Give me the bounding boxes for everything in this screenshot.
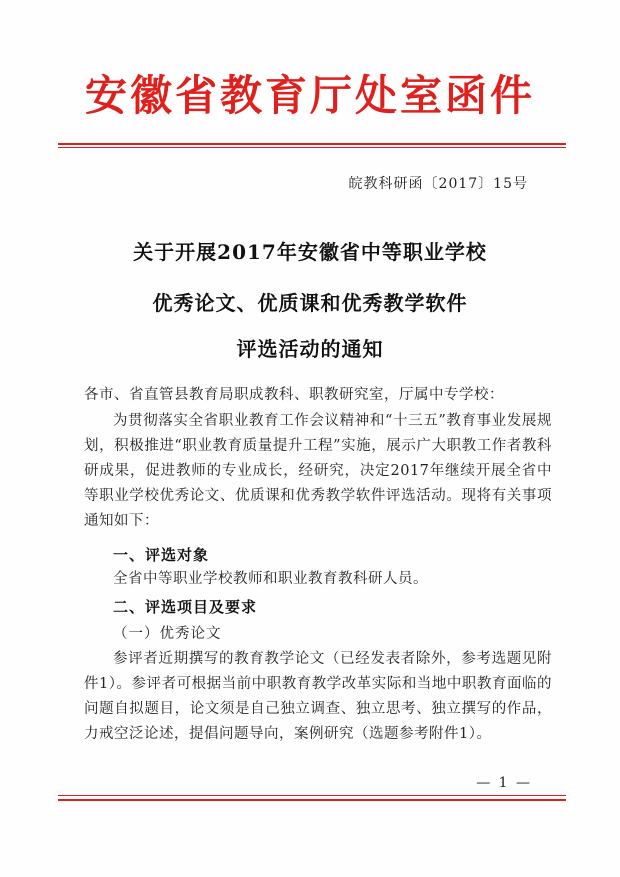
page-number: — 1 — — [476, 775, 532, 791]
notice-title-line-2: 优秀论文、优质课和优秀教学软件 — [152, 291, 468, 315]
section-2-heading: 二、评选项目及要求 — [113, 598, 258, 616]
salutation: 各市、省直管县教育局职成教科、职教研究室，厅属中专学校： — [84, 387, 504, 403]
notice-title-line-1: 关于开展2017年安徽省中等职业学校 — [133, 240, 487, 264]
letterhead-rule-thin — [58, 147, 566, 148]
notice-title-line-3: 评选活动的通知 — [236, 337, 384, 361]
section-1-heading: 一、评选对象 — [113, 546, 210, 564]
letterhead-rule-thick — [58, 143, 566, 145]
document-number: 皖教科研函〔2017〕15号 — [348, 176, 528, 192]
section-1-text: 全省中等职业学校教师和职业教育教科研人员。 — [113, 571, 428, 587]
section-2-subheading-1: （一）优秀论文 — [113, 626, 222, 642]
letterhead-title: 安徽省教育厅处室函件 — [84, 71, 535, 120]
footer-rule-thin — [58, 795, 566, 796]
footer-rule-thick — [58, 799, 566, 801]
section-2-sub1-paragraph: 参评者近期撰写的教育教学论文（已经发表者除外，参考选题见附件1）。参评者可根据当前中职教育教学改革实际和当地中职教育面临的问题自拟题目，论文须是自己独立调查、独立思考、独立撰写的作品，力戒空泛论述，提倡问题导向，案例研究（选题参考附件1）。 — [84, 651, 552, 742]
intro-paragraph: 为贯彻落实全省职业教育工作会议精神和“十三五”教育事业发展规划，积极推进“职业教育质量提升工程”实施，展示广大职教工作者教科研成果，促进教师的专业成长，经研究，决定2017年继续开展全省中等职业学校优秀论文、优质课和优秀教学软件评选活动。现将有关事项通知如下： — [84, 413, 552, 529]
